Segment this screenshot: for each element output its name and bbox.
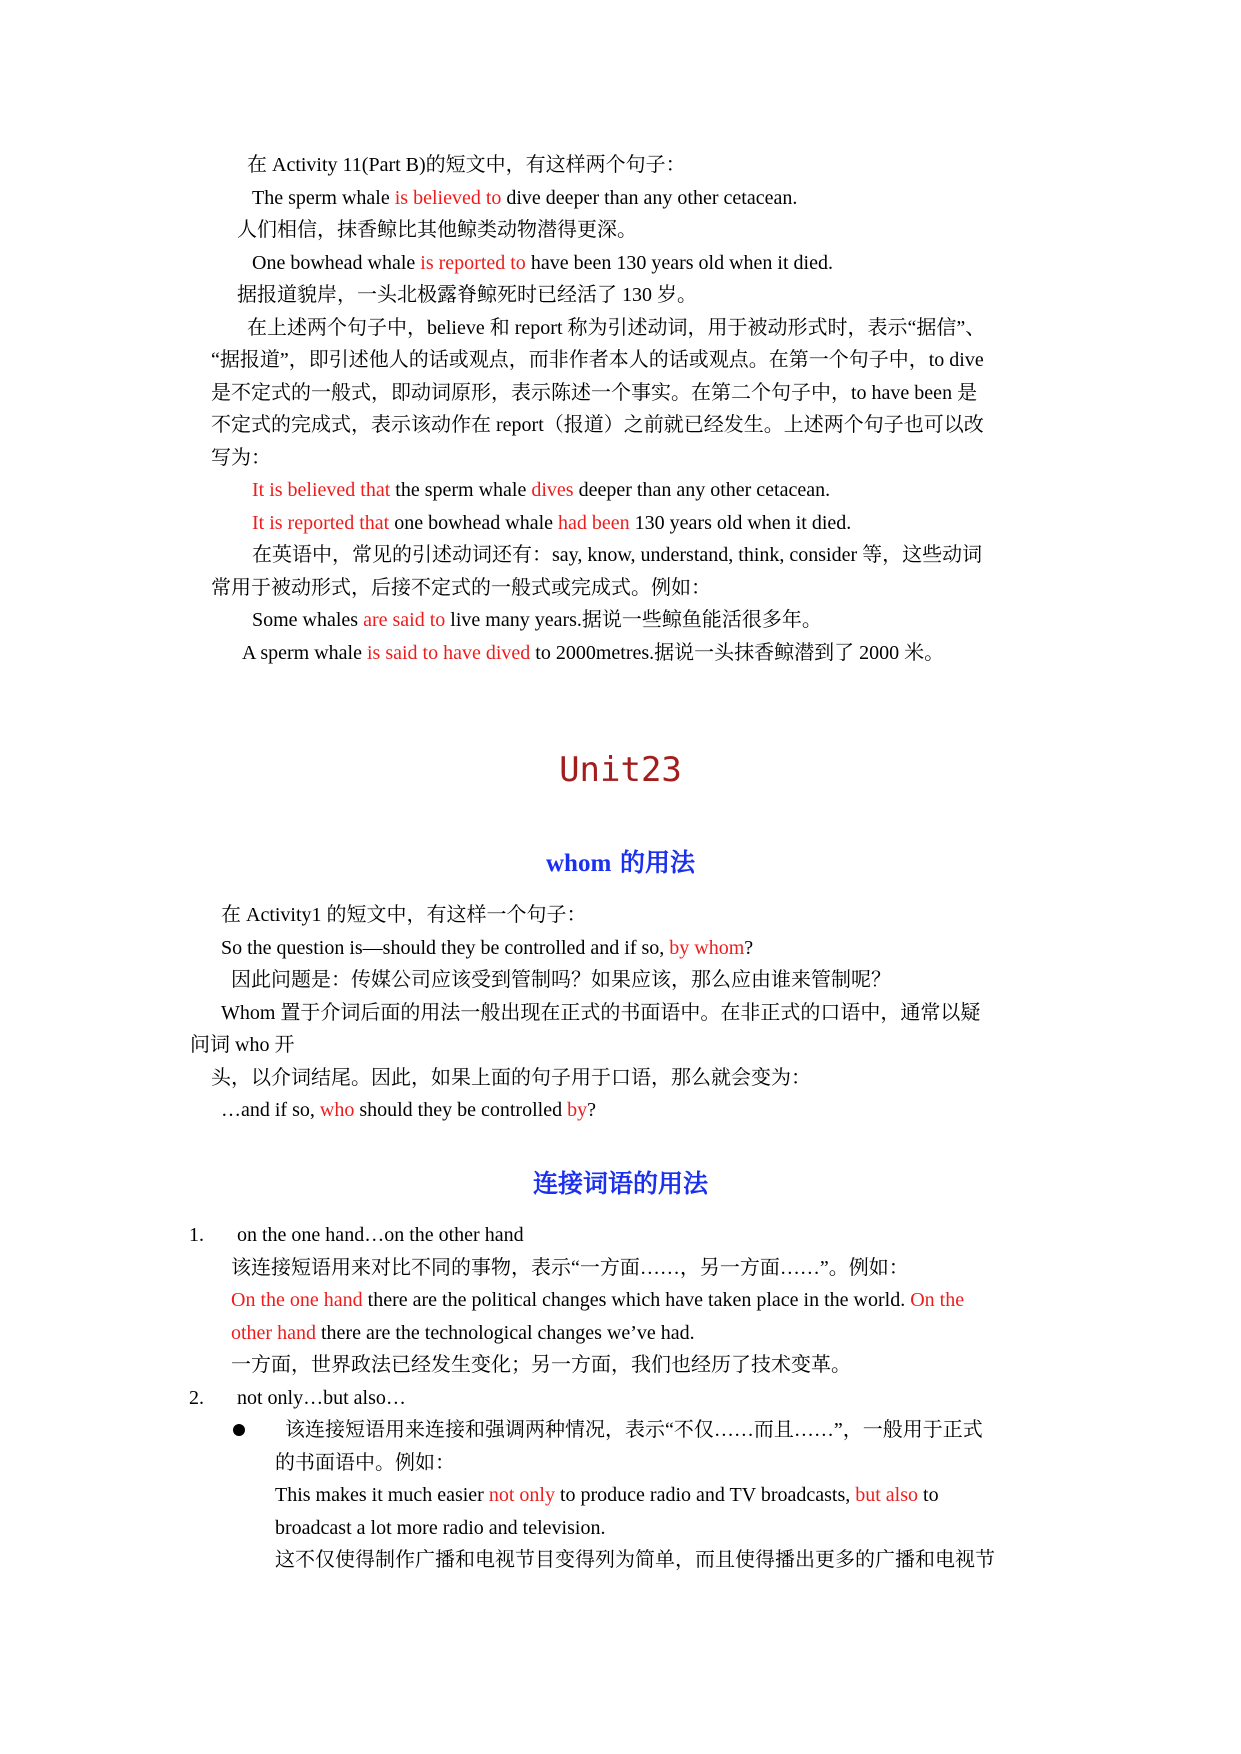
highlight-text: It is believed that [252, 479, 391, 501]
list-number: 1. [189, 1224, 204, 1246]
paragraph-line: 该连接短语用来对比不同的事物，表示“一方面……，另一方面……”。例如： [231, 1257, 909, 1279]
paragraph-line: “据报道”，即引述他人的话或观点，而非作者本人的话或观点。在第一个句子中，to dive [211, 349, 984, 371]
highlight-text: On the [910, 1289, 965, 1311]
example-sentence [231, 1288, 964, 1312]
highlight-text: It is reported that [252, 512, 390, 534]
list-number: 2. [189, 1387, 204, 1409]
highlight-text: is said to have dived [366, 642, 531, 664]
paragraph-line: Whom 置于介词后面的用法一般出现在正式的书面语中。在非正式的口语中，通常以疑 [221, 1002, 981, 1024]
text: to [918, 1484, 939, 1506]
section-heading-whom [0, 847, 1241, 880]
paragraph-line: 问词 who 开 [190, 1034, 295, 1056]
highlight-text: other hand [231, 1322, 316, 1344]
text: Some whales [252, 609, 364, 631]
example-sentence [242, 641, 944, 665]
text: So the question is—should they be controlled and if so, [221, 937, 670, 959]
text: A sperm whale [242, 642, 367, 664]
translation-line: 因此问题是：传媒公司应该受到管制吗？如果应该，那么应由谁来管制呢？ [231, 969, 891, 991]
highlight-text: but also [855, 1484, 919, 1506]
paragraph-line: 是不定式的一般式，即动词原形，表示陈述一个事实。在第二个句子中，to have been 是 [211, 382, 978, 404]
highlight-text: by [567, 1099, 588, 1121]
paragraph-line: 在英语中，常见的引述动词还有：say, know, understand, think, consider 等，这些动词 [252, 544, 983, 566]
example-sentence [275, 1483, 939, 1507]
highlight-text: On the one hand [231, 1289, 363, 1311]
text: ? [587, 1099, 596, 1121]
unit-title: Unit23 [559, 750, 682, 790]
text: This makes it much easier [275, 1484, 489, 1506]
example-sentence [252, 186, 797, 210]
paragraph-line: 在上述两个句子中，believe 和 report 称为引述动词，用于被动形式时，表示“据信”、 [247, 317, 986, 339]
heading-cn: 的用法 [611, 848, 695, 877]
list-item-title: not only…but also… [237, 1387, 406, 1409]
text: dive deeper than any other cetacean. [501, 187, 798, 209]
text: 130 years old when it died. [629, 512, 852, 534]
example-sentence [252, 608, 822, 632]
text: deeper than any other cetacean. [573, 479, 831, 501]
bullet-icon [233, 1424, 245, 1436]
example-sentence [221, 1098, 596, 1122]
text: live many years.据说一些鲸鱼能活很多年。 [445, 609, 822, 631]
intro-line: 在 Activity 11(Part B)的短文中，有这样两个句子： [247, 154, 686, 176]
example-sentence [221, 936, 753, 960]
text: The sperm whale [252, 187, 395, 209]
paragraph-line: 写为： [211, 447, 271, 469]
highlight-text: not only [488, 1484, 555, 1506]
text: One bowhead whale [252, 252, 421, 274]
highlight-text: is believed to [394, 187, 502, 209]
paragraph-line: 该连接短语用来连接和强调两种情况，表示“不仅……而且……”，一般用于正式 [285, 1419, 983, 1441]
heading-en: whom [545, 850, 612, 877]
translation-line: 一方面，世界政法已经发生变化；另一方面，我们也经历了技术变革。 [231, 1354, 851, 1376]
highlight-text: are said to [363, 609, 446, 631]
highlight-text: had been [558, 512, 630, 534]
text: there are the political changes which have taken place in the world. [362, 1289, 911, 1311]
rewritten-sentence [252, 478, 830, 502]
text: the sperm whale [390, 479, 532, 501]
text: one bowhead whale [389, 512, 559, 534]
text: there are the technological changes we’ve had. [315, 1322, 695, 1344]
paragraph-line: 头，以介词结尾。因此，如果上面的句子用于口语，那么就会变为： [211, 1067, 811, 1089]
highlight-text: is reported to [420, 252, 526, 274]
text: to 2000metres.据说一头抹香鲸潜到了 2000 米。 [530, 642, 945, 664]
intro-line: 在 Activity1 的短文中，有这样一个句子： [221, 904, 587, 926]
example-sentence: broadcast a lot more radio and television. [275, 1517, 606, 1539]
text: should they be controlled [354, 1099, 568, 1121]
list-item-title: on the one hand…on the other hand [237, 1224, 524, 1246]
example-sentence [231, 1321, 695, 1345]
translation-line: 据报道貌岸，一头北极露脊鲸死时已经活了 130 岁。 [237, 284, 697, 306]
example-sentence [252, 251, 833, 275]
highlight-text: who [319, 1099, 355, 1121]
paragraph-line: 常用于被动形式，后接不定式的一般式或完成式。例如： [211, 577, 711, 599]
text: ? [744, 937, 754, 959]
section-heading-connectives: 连接词语的用法 [532, 1169, 708, 1198]
highlight-text: dives [531, 479, 574, 501]
text: to produce radio and TV broadcasts, [554, 1484, 856, 1506]
paragraph-line: 不定式的完成式，表示该动作在 report（报道）之前就已经发生。上述两个句子也可以改 [211, 414, 984, 436]
text: have been 130 years old when it died. [525, 252, 833, 274]
translation-line: 这不仅使得制作广播和电视节目变得列为简单，而且使得播出更多的广播和电视节 [275, 1549, 995, 1571]
highlight-text: by whom [669, 937, 745, 959]
translation-line: 人们相信，抹香鲸比其他鲸类动物潜得更深。 [237, 219, 637, 241]
paragraph-line: 的书面语中。例如： [275, 1452, 455, 1474]
text: …and if so, [221, 1099, 320, 1121]
rewritten-sentence [252, 511, 851, 535]
